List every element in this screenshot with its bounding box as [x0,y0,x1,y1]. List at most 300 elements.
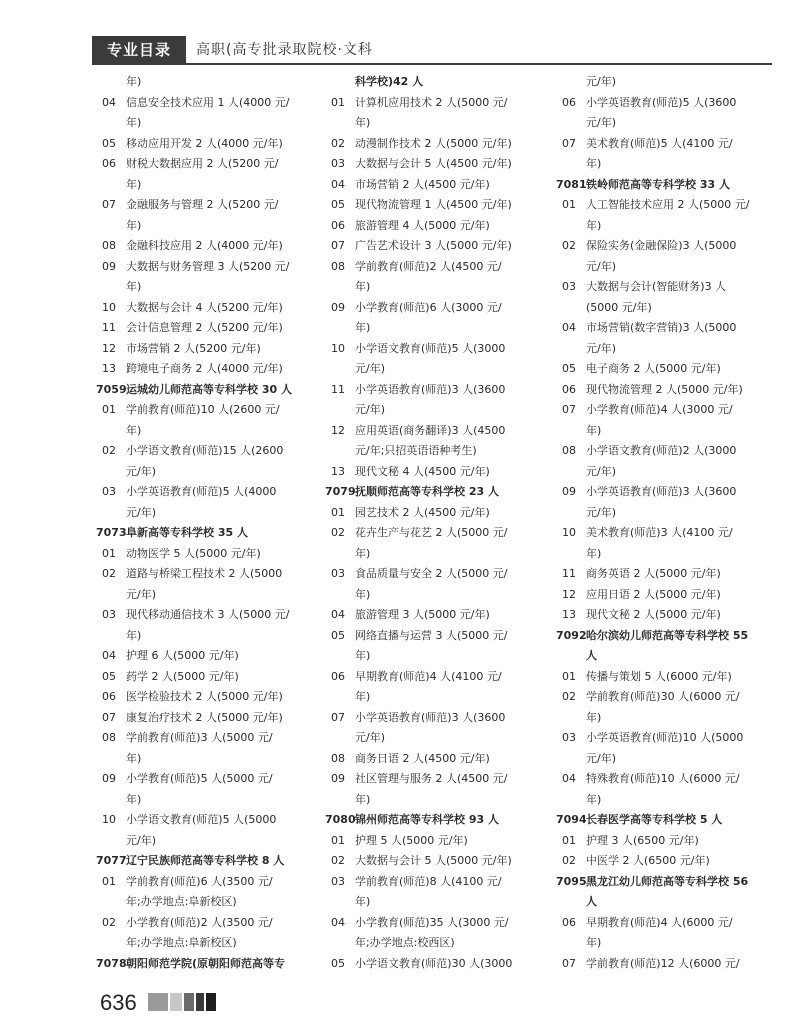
major-entry [325,769,545,790]
major-code: 09 [331,300,345,314]
school-entry [325,810,545,831]
major-entry [96,708,311,729]
major-text: 学前教育(师范)30 人(6000 元/ [586,690,740,703]
major-entry [556,134,778,155]
major-code: 07 [331,710,345,724]
major-text: 人工智能技术应用 2 人(5000 元/ [586,198,750,211]
major-code: 03 [562,731,576,744]
school-name: 黑龙江幼儿师范高等专科学校 56 [586,874,749,888]
major-text: 元/年) [586,116,616,129]
major-text: 园艺技术 2 人(4500 元/年) [355,505,490,519]
major-entry [96,831,311,852]
major-entry [325,626,545,647]
major-code: 03 [331,157,345,170]
major-entry [556,400,778,421]
major-text: 年) [355,116,371,129]
school-entry [325,72,545,93]
major-text: 护理 5 人(5000 元/年) [355,833,468,847]
major-text: 小学英语教育(师范)3 人(3600 [586,485,737,498]
major-code: 04 [562,321,576,334]
page-header [0,36,800,64]
major-entry [96,872,311,893]
major-text: 传播与策划 5 人(6000 元/年) [586,669,732,683]
major-entry [325,421,545,442]
major-entry [556,441,778,462]
school-code: 7080 [325,813,356,826]
major-entry [325,216,545,237]
major-code: 02 [102,444,116,457]
major-text: 元/年;只招英语语种考生) [355,444,477,457]
major-entry [325,298,545,319]
major-text: 大数据与会计 5 人(4500 元/年) [355,157,512,170]
major-entry [96,359,311,380]
school-entry [556,872,778,893]
major-entry [325,544,545,565]
major-text: 中医学 2 人(6500 元/年) [586,854,710,867]
major-entry [325,257,545,278]
major-entry [325,503,545,524]
major-entry [96,195,311,216]
major-entry [325,154,545,175]
major-text: 旅游管理 4 人(5000 元/年) [355,218,490,232]
major-text: 年) [586,157,602,170]
major-code: 01 [562,198,576,211]
major-text: 年) [586,710,602,724]
school-name: 锦州师范高等专科学校 93 人 [355,813,499,826]
major-text: 广告艺术设计 3 人(5000 元/年) [355,239,512,252]
major-entry [96,113,311,134]
major-entry [96,441,311,462]
major-code: 05 [331,628,345,642]
major-code: 03 [102,608,116,621]
school-entry [556,626,778,647]
major-text: 学前教育(师范)8 人(4100 元/ [355,874,502,888]
major-code: 06 [102,157,116,170]
school-name: 长春医学高等专科学校 5 人 [586,813,723,826]
major-entry [556,72,778,93]
major-text: 现代物流管理 2 人(5000 元/年) [586,382,743,396]
major-text: 小学英语教育(师范)5 人(3600 [586,95,737,109]
major-text: 年) [126,628,142,642]
major-text: 食品质量与安全 2 人(5000 元/ [355,567,508,580]
school-name: 哈尔滨幼儿师范高等专科学校 55 [586,628,749,642]
school-entry [556,810,778,831]
major-text: 早期教育(师范)4 人(6000 元/ [586,915,733,929]
major-code: 01 [331,505,345,519]
major-code: 04 [331,177,345,191]
major-text: 学前教育(师范)12 人(6000 元/ [586,956,740,970]
major-code: 08 [102,239,116,252]
major-entry [96,790,311,811]
major-text: 花卉生产与花艺 2 人(5000 元/ [355,526,508,539]
major-code: 02 [331,526,345,539]
major-text: 美术教育(师范)3 人(4100 元/ [586,526,733,539]
major-entry [556,728,778,749]
major-text: 保险实务(金融保险)3 人(5000 [586,239,737,252]
major-entry [556,318,778,339]
major-code: 01 [331,833,345,847]
header-rule [92,63,772,65]
major-code: 04 [102,649,116,662]
major-text: 动漫制作技术 2 人(5000 元/年) [355,136,512,150]
major-entry [96,421,311,442]
major-code: 04 [331,915,345,929]
major-code: 06 [102,690,116,703]
major-text: 移动应用开发 2 人(4000 元/年) [126,136,283,150]
major-text: 现代文秘 4 人(4500 元/年) [355,464,490,478]
major-code: 05 [102,136,116,150]
major-text: 学前教育(师范)10 人(2600 元/ [126,403,280,416]
major-text: 康复治疗技术 2 人(5000 元/年) [126,710,283,724]
major-code: 08 [331,751,345,765]
major-text: 应用日语 2 人(5000 元/年) [586,587,721,601]
major-entry [96,482,311,503]
major-entry [556,359,778,380]
school-code: 7094 [556,813,587,826]
major-entry [325,954,545,975]
major-code: 09 [331,772,345,785]
major-text: 元/年) [586,341,616,355]
major-code: 11 [102,321,116,334]
major-entry [96,749,311,770]
major-text: 元/年) [586,75,616,88]
major-code: 01 [331,95,345,109]
page-number: 636 [100,990,137,1015]
major-text: 年) [355,895,371,908]
major-text: 小学教育(师范)5 人(5000 元/ [126,772,273,785]
major-text: 年) [586,423,602,437]
major-code: 08 [331,259,345,273]
major-entry [96,339,311,360]
major-entry [96,154,311,175]
major-code: 12 [331,423,345,437]
major-entry [325,441,545,462]
major-text: 大数据与会计 5 人(5000 元/年) [355,854,512,867]
major-text: 现代物流管理 1 人(4500 元/年) [355,198,512,211]
major-text: 年;办学地点:阜新校区) [126,895,237,908]
major-text: 电子商务 2 人(5000 元/年) [586,362,721,375]
major-text: 元/年) [126,833,156,847]
major-code: 02 [102,915,116,929]
major-code: 05 [331,956,345,970]
bar-decoration [196,993,204,1011]
major-text: 年;办学地点:阜新校区) [126,936,237,949]
school-name: 阜新高等专科学校 35 人 [126,526,248,539]
major-entry [556,298,778,319]
major-text: 年) [355,587,371,601]
major-code: 03 [102,485,116,498]
major-code: 06 [562,915,576,929]
school-entry [556,892,778,913]
major-entry [325,728,545,749]
school-name: 科学校)42 人 [355,75,424,88]
major-text: 市场营销 2 人(5200 元/年) [126,341,261,355]
school-code: 7092 [556,628,587,642]
major-code: 08 [562,444,576,457]
major-code: 02 [331,136,345,150]
school-entry [556,175,778,196]
major-entry [96,810,311,831]
major-entry [96,687,311,708]
major-entry [325,851,545,872]
major-entry [96,626,311,647]
major-text: 大数据与会计(智能财务)3 人 [586,280,727,293]
major-entry [325,462,545,483]
major-text: 年) [126,280,142,293]
major-text: 会计信息管理 2 人(5200 元/年) [126,321,283,334]
major-text: 年) [126,423,142,437]
major-entry [325,872,545,893]
major-code: 07 [331,239,345,252]
major-entry [556,708,778,729]
school-name: 人 [586,649,597,662]
school-name: 人 [586,895,597,908]
major-code: 08 [102,731,116,744]
major-entry [325,93,545,114]
major-text: 护理 3 人(6500 元/年) [586,833,699,847]
major-entry [556,93,778,114]
major-text: 小学英语教育(师范)10 人(5000 [586,731,744,744]
major-entry [556,954,778,975]
major-text: 年) [126,116,142,129]
major-entry [96,298,311,319]
major-code: 02 [562,239,576,252]
major-code: 12 [562,587,576,601]
major-entry [325,749,545,770]
school-code: 7073 [96,526,127,539]
major-text: 现代移动通信技术 3 人(5000 元/ [126,608,290,621]
school-entry [96,523,311,544]
major-entry [96,544,311,565]
major-text: 年) [126,751,142,765]
major-text: 元/年) [126,587,156,601]
major-code: 07 [562,956,576,970]
major-text: 市场营销(数字营销)3 人(5000 [586,321,737,334]
major-entry [325,933,545,954]
major-code: 01 [562,833,576,847]
major-code: 02 [562,854,576,867]
major-code: 12 [102,341,116,355]
major-text: 小学语文教育(师范)5 人(3000 [355,341,506,355]
major-entry [325,913,545,934]
major-entry [556,933,778,954]
major-entry [325,831,545,852]
major-text: 年) [126,75,142,88]
major-text: 网络直播与运营 3 人(5000 元/ [355,628,508,642]
major-entry [96,93,311,114]
major-code: 11 [331,382,345,396]
major-text: 道路与桥梁工程技术 2 人(5000 [126,567,283,580]
major-text: (5000 元/年) [586,300,652,314]
major-entry [556,769,778,790]
major-text: 年) [126,177,142,191]
major-code: 07 [562,136,576,150]
major-entry [556,113,778,134]
major-code: 04 [562,772,576,785]
major-entry [556,421,778,442]
major-text: 小学语文教育(师范)30 人(3000 [355,956,513,970]
major-text: 年) [586,218,602,232]
major-text: 护理 6 人(5000 元/年) [126,649,239,662]
major-code: 04 [331,608,345,621]
column-left [96,72,311,974]
major-entry [325,585,545,606]
major-code: 02 [331,854,345,867]
school-entry [96,380,311,401]
major-entry [556,913,778,934]
major-text: 元/年) [355,403,385,416]
major-entry [325,564,545,585]
school-name: 辽宁民族师范高等专科学校 8 人 [126,854,285,867]
major-text: 年) [126,218,142,232]
major-text: 旅游管理 3 人(5000 元/年) [355,608,490,621]
major-text: 小学语文教育(师范)15 人(2600 [126,444,284,457]
major-entry [556,216,778,237]
major-text: 大数据与会计 4 人(5200 元/年) [126,300,283,314]
major-entry [96,585,311,606]
major-entry [556,380,778,401]
bar-decoration [170,993,182,1011]
major-entry [556,257,778,278]
major-text: 大数据与财务管理 3 人(5200 元/ [126,259,290,273]
major-entry [325,359,545,380]
major-text: 年;办学地点:校西区) [355,936,455,949]
major-entry [96,667,311,688]
major-entry [325,339,545,360]
major-text: 小学英语教育(师范)5 人(4000 [126,485,277,498]
school-code: 7095 [556,874,587,888]
major-code: 04 [102,95,116,109]
school-code: 7078 [96,956,127,970]
major-entry [96,728,311,749]
major-text: 元/年) [355,731,385,744]
school-name: 铁岭师范高等专科学校 33 人 [586,177,730,191]
major-text: 学前教育(师范)2 人(4500 元/ [355,259,502,273]
column-middle [325,72,545,974]
major-text: 元/年) [355,362,385,375]
major-code: 09 [562,485,576,498]
major-code: 02 [102,567,116,580]
bar-decoration [148,993,168,1011]
major-entry [556,195,778,216]
major-entry [556,851,778,872]
major-code: 09 [102,259,116,273]
major-code: 07 [562,403,576,416]
major-entry [325,195,545,216]
school-entry [96,851,311,872]
major-text: 动物医学 5 人(5000 元/年) [126,546,261,560]
major-text: 元/年) [586,464,616,478]
major-text: 计算机应用技术 2 人(5000 元/ [355,95,508,109]
major-code: 13 [102,362,116,375]
major-text: 年) [355,792,371,806]
major-text: 小学教育(师范)4 人(3000 元/ [586,403,733,416]
major-code: 05 [331,198,345,211]
school-code: 7081 [556,177,587,191]
major-code: 11 [562,567,576,580]
major-code: 03 [562,280,576,293]
major-code: 01 [562,669,576,683]
major-code: 06 [331,218,345,232]
major-entry [96,646,311,667]
major-text: 早期教育(师范)4 人(4100 元/ [355,669,502,683]
major-entry [325,175,545,196]
major-entry [96,175,311,196]
school-code: 7079 [325,485,356,498]
major-text: 财税大数据应用 2 人(5200 元/ [126,157,279,170]
major-text: 市场营销 2 人(4500 元/年) [355,177,490,191]
school-entry [325,482,545,503]
major-text: 元/年) [586,259,616,273]
major-text: 年) [586,546,602,560]
major-code: 13 [331,464,345,478]
major-entry [96,564,311,585]
major-text: 药学 2 人(5000 元/年) [126,669,239,683]
major-text: 年) [355,546,371,560]
major-entry [556,585,778,606]
major-text: 小学语文教育(师范)5 人(5000 [126,813,277,826]
major-entry [96,503,311,524]
major-code: 05 [102,669,116,683]
major-text: 年) [355,321,371,334]
major-text: 元/年) [586,751,616,765]
major-code: 06 [331,669,345,683]
major-text: 年) [355,690,371,703]
school-name: 抚顺师范高等专科学校 23 人 [355,485,499,498]
major-entry [556,503,778,524]
major-code: 01 [102,546,116,560]
school-name: 运城幼儿师范高等专科学校 30 人 [126,382,292,396]
major-entry [556,339,778,360]
major-entry [325,380,545,401]
major-code: 01 [102,403,116,416]
major-code: 06 [562,382,576,396]
school-code: 7059 [96,382,127,396]
major-text: 小学教育(师范)6 人(3000 元/ [355,300,502,314]
major-text: 跨境电子商务 2 人(4000 元/年) [126,362,283,375]
major-entry [556,605,778,626]
major-code: 01 [102,874,116,888]
major-text: 医学检验技术 2 人(5000 元/年) [126,690,283,703]
major-entry [325,400,545,421]
major-entry [96,400,311,421]
major-entry [556,790,778,811]
major-entry [96,892,311,913]
major-entry [325,605,545,626]
major-code: 10 [102,300,116,314]
major-text: 特殊教育(师范)10 人(6000 元/ [586,772,740,785]
major-text: 小学语文教育(师范)2 人(3000 [586,444,737,457]
major-text: 元/年) [586,505,616,519]
major-entry [556,523,778,544]
major-entry [556,544,778,565]
major-text: 应用英语(商务翻译)3 人(4500 [355,423,506,437]
major-code: 05 [562,362,576,375]
school-name: 朝阳师范学院(原朝阳师范高等专 [126,956,286,970]
major-text: 社区管理与服务 2 人(4500 元/ [355,772,508,785]
major-entry [325,523,545,544]
major-text: 商务日语 2 人(4500 元/年) [355,751,490,765]
major-code: 07 [102,198,116,211]
major-code: 03 [331,874,345,888]
major-entry [96,769,311,790]
major-entry [556,462,778,483]
major-entry [325,687,545,708]
major-text: 元/年) [126,505,156,519]
major-text: 年) [586,936,602,949]
major-entry [96,318,311,339]
school-entry [556,646,778,667]
